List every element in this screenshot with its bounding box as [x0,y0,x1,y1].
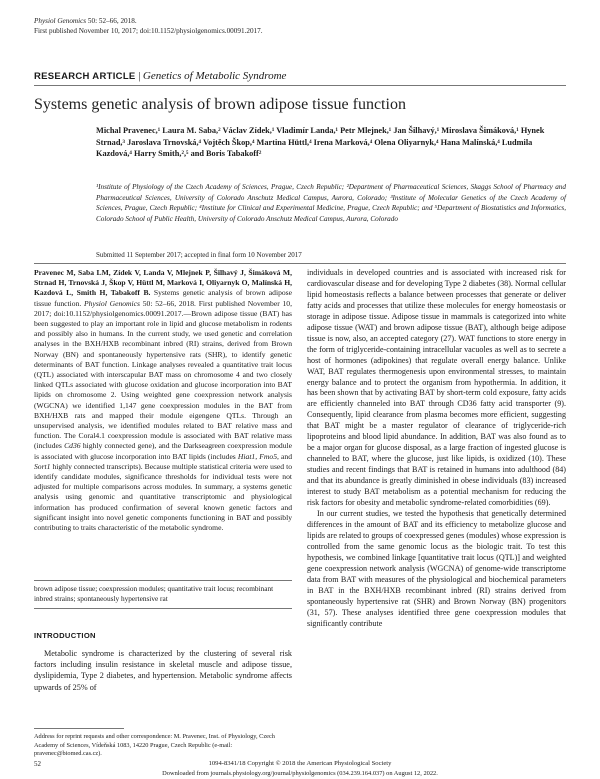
introduction-text [34,648,292,693]
footnote-rule [34,728,124,729]
abstract-text-1: Brown adipose tissue (BAT) has been suggested to play an important role in lipid and glucose metabolism in rodents and possibly also in humans. In the current study, we used genetic and correlation analyses in the BXH/HXB recombinant inbred (RI) strains, derived from Brown Norway (BN) and spontaneously hypertensive rats (SHR), to identify genetic determinants of BAT function. Linkage analyses revealed a quantitative trait locus (QTL) associated with interscapular BAT mass on chromosome 4 and two closely linked QTLs associated with glucose oxidation and glucose incorporation into BAT lipids on chromosome 2. Using weighted gene coexpression network analysis (WGCNA) we identified 1,147 gene coexpression modules in the BAT from BXH/HXB rats and mapped their module eigengene QTLs. Through an unsupervised analysis, we identified modules related to BAT relative mass and function. The Coral4.1 coexpression module is associated with BAT relative mass (includes [34,308,292,451]
publication-info: First published November 10, 2017; doi:10.1152/physiolgenomics.00091.2017. [34,26,263,35]
abstract-text-2: highly connected gene), and the Darkseagreen coexpression module is associated with glucose incorporation into BAT lipids (includes [34,441,293,461]
article-type-label: RESEARCH ARTICLE [34,71,136,82]
gene-fmo5: Fmo5 [259,451,277,461]
title-block-rule [34,263,566,264]
copyright-line: 1094-8341/18 Copyright © 2018 the American Physiological Society [208,760,392,767]
submission-dates: Submitted 11 September 2017; accepted in final form 10 November 2017 [96,251,302,259]
journal-name: Physiol Genomics [34,17,87,25]
gene-hiat1: Hiat1 [237,451,256,461]
article-type-line [34,70,286,82]
right-column [307,268,566,629]
abstract-rule [34,580,292,581]
abstract-citation-end: 50: 52–66, 2018. First published November 10, 2017; doi:10.1152/physiolgenomics.00091.2017.— [34,298,292,318]
author-list: Michal Pravenec,¹ Laura M. Saba,² Václav Zídek,¹ Vladimír Landa,¹ Petr Mlejnek,¹ Jan Šilhavý,¹ Miroslava Šimáková,¹ Hynek Strnad,³ Jaroslava Trnovská,⁴ Vojtěch Škop,⁴ Martina Hüttl,⁴ Irena Marková,⁴ Olena Oliyarnyk,⁴ Hana Malínská,⁴ Ludmila Kazdová,⁴ Harry Smith,²,⁵ and Boris Tabakoff² [96,126,545,158]
abstract-citation-authors: Pravenec M, Saba LM, Zídek V, Landa V, Mlejnek P, Šilhavý J, Šimáková M, Strnad H, Trnovská J, Škop V, Hüttl M, Marková I, Oliyarnyk O, Malínská H, Kazdová L, Smith H, Tabakoff B. [34,268,292,298]
abstract-citation-journal: Physiol Genomics [84,298,140,308]
keywords: brown adipose tissue; coexpression modules; quantitative trait locus; recombinant inbred strains; spontaneously hypertensive rat [34,584,274,603]
gene-sort1: Sort1 [34,461,51,471]
article-title: Systems genetic analysis of brown adipose tissue function [34,96,406,113]
abstract-citation-title: Systems genetic analysis of brown adipose tissue function. [34,288,292,308]
header-rule [34,85,566,86]
journal-citation: 50: 52–66, 2018. [86,17,137,25]
keywords-rule [34,608,292,609]
gene-cd36: Cd36 [64,441,81,451]
gene-separator: , and [277,451,293,461]
download-info: Downloaded from journals.physiology.org/journal/physiolgenomics (034.239.164.037) on August 12, 2022. [162,770,438,777]
introduction-heading: INTRODUCTION [34,631,96,640]
article-section: Genetics of Metabolic Syndrome [142,70,287,82]
article-type-divider: | [138,71,143,82]
correspondence-note: Address for reprint requests and other correspondence: M. Pravenec, Inst. of Physiology, Czech Academy of Sciences, Vídeňská 1083, 14220 Prague, Czech Republic (e-mail: pravenec@biomed.cas.cz). [34,733,275,757]
page-number: 52 [34,760,41,768]
gene-separator: , [255,451,260,461]
abstract-text-3: highly connected transcripts). Because multiple statistical criteria were used to identify candidate modules, significance thresholds for individual tests were not adjusted for multiple comparisons across modules. In summary, a systems genetic analysis using genomic and quantitative transcriptomic and physiological information has produced confirmation of several known genetic factors and significant insight into novel genetic components functioning in BAT and possibly contributing to traits characteristic of the metabolic syndrome. [34,461,292,533]
body-paragraph-2: In our current studies, we tested the hypothesis that genetically determined differences in the amount of BAT and its efficiency to metabolize glucose and lipids are related to groups of coexpressed genes (modules) whose expression is controlled from the same genomic locus as the biologic trait. To test this hypothesis, we combined linkage [quantitative trait locus (QTL)] and weighted gene coexpression network analysis (WGCNA) of genome-wide transcriptome data from BAT with measures of the physiological and biochemical parameters in BAT in the BXH/HXB recombinant inbred (RI) strains derived from spontaneously hypertensive rat (SHR) and Brown Norway (BN) progenitors (31, 57). These analyses identified three gene coexpression modules that significantly contribute [307,508,566,628]
abstract [34,268,292,533]
journal-header [34,17,263,36]
body-paragraph-1: individuals in developed countries and is associated with increased risk for cardiovascular disease and for developing Type 2 diabetes (38). Normal cellular lipid homeostasis reflects a balance between processes that generate or deliver fatty acids and processes that utilize these molecules for energy homeostasis or storage in adipose tissue. Adipose tissue in mammals is categorized into white adipose tissue (WAT) and brown adipose tissue (BAT), although beige adipose tissue is now, also, an accepted category (27). WAT functions to store energy in the form of triglyceride-containing intracellular vacuoles as well as to secrete a host of hormones (adipokines) that regulate overall energy balance. Unlike WAT, BAT regulates thermogenesis upon environmental stresses, to maintain energy balance and to protect the organism from hypothermia. In addition, it has been shown that by activating BAT by short-term cold exposure, fatty acids are efficiently channeled into BAT through CD36 fatty acid transporter (9). Consequently, lipid clearance from plasma becomes more efficient, suggesting that BAT might be a master regulator of clearance of triglyceride-rich lipoproteins and blood lipid abundance. In addition, BAT was also found as to be a major organ for glucose disposal, as a large fraction of ingested glucose is channeled to BAT, where the glucose, just like lipids, is oxidized (10). These studies and recent findings that BAT is retained in humans into adulthood (84) and that its abundance is greatly diminished in obese individuals (83) increased interest to study BAT metabolism as a potential mechanism for reducing the risk factors for obesity and metabolic syndrome-related comorbidities (69). [307,268,566,508]
affiliations: ¹Institute of Physiology of the Czech Academy of Sciences, Prague, Czech Republic; ²Department of Pharmaceutical Sciences, Skaggs School of Pharmacy and Pharmaceutical Sciences, University of Colorado Anschutz Medical Campus, Aurora, Colorado; ³Institute of Molecular Genetics of the Czech Academy of Sciences, Prague, Czech Republic; ⁴Institute for Clinical and Experimental Medicine, Prague, Czech Republic; and ⁵Department of Biostatistics and Informatics, Colorado School of Public Health, University of Colorado Anschutz Medical Campus, Aurora, Colorado [96,183,566,223]
introduction-paragraph: Metabolic syndrome is characterized by the clustering of several risk factors including insulin resistance in skeletal muscle and adipose tissue, dyslipidemia, Type 2 diabetes, and hypertension. Metabolic syndrome affects upwards of 25% of [34,649,292,692]
